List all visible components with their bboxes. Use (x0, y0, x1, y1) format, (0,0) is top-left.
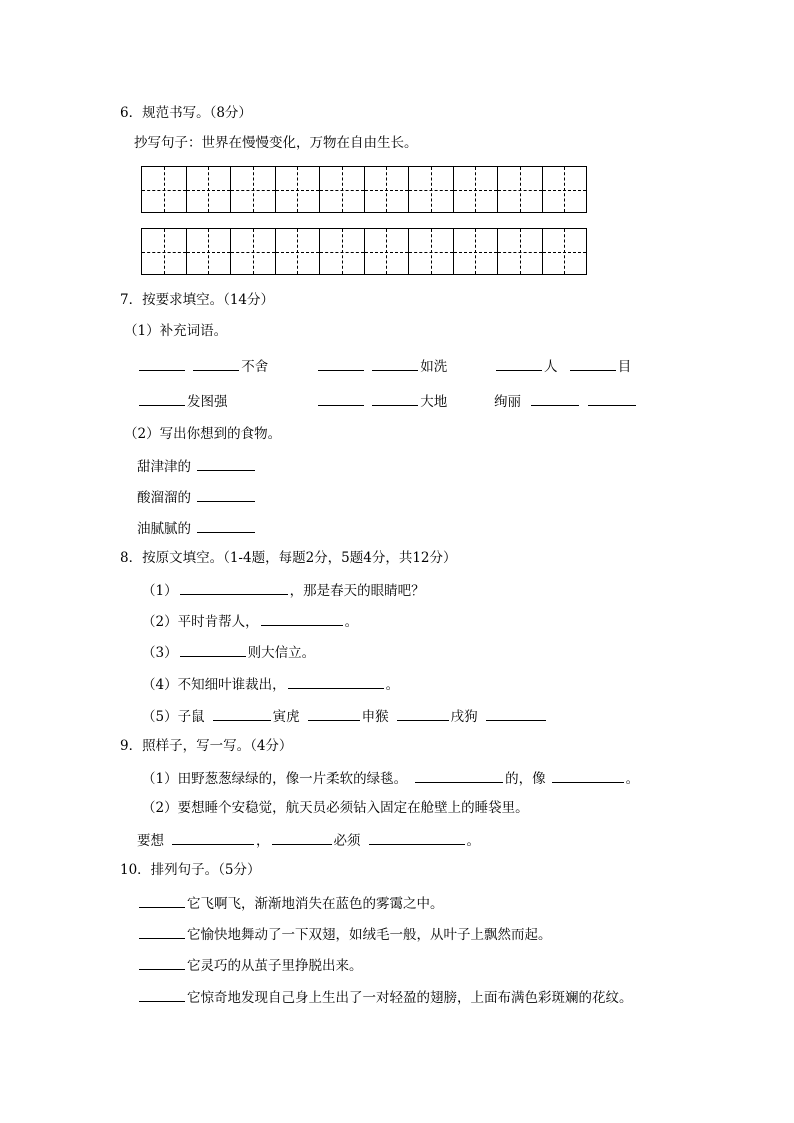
grid-cell[interactable] (454, 229, 499, 274)
grid-cell[interactable] (231, 167, 276, 212)
q6-title: 6．规范书写。（8分） (120, 105, 252, 121)
answer-blank[interactable] (318, 356, 364, 371)
q10-title: 10．排列句子。（5分） (120, 862, 261, 878)
answer-blank[interactable] (318, 391, 364, 406)
q7-part2: （2）写出你想到的食物。 (124, 426, 282, 442)
grid-cell[interactable] (365, 229, 410, 274)
answer-blank[interactable] (588, 391, 636, 406)
answer-blank[interactable] (552, 768, 624, 783)
answer-blank[interactable] (197, 456, 255, 471)
q8-item-5: （5）子鼠 寅虎 申猴 戌狗 (142, 706, 548, 726)
answer-blank[interactable] (288, 674, 384, 689)
answer-blank[interactable] (197, 518, 255, 533)
q7-title: 7．按要求填空。（14分） (120, 292, 275, 308)
answer-blank[interactable] (372, 391, 418, 406)
idiom-1 (137, 356, 268, 376)
q8-item-3: （3） 则大信立。 (142, 642, 315, 662)
order-blank[interactable] (139, 893, 185, 908)
sentence-2: 它愉快地舞动了一下双翅，如绒毛一般，从叶子上飘然而起。 (137, 924, 552, 944)
grid-cell[interactable] (276, 229, 321, 274)
answer-blank[interactable] (139, 391, 185, 406)
sentence-3: 它灵巧的从茧子里挣脱出来。 (137, 955, 363, 975)
answer-blank[interactable] (197, 487, 255, 502)
answer-blank[interactable] (308, 706, 360, 721)
grid-cell[interactable] (187, 229, 232, 274)
writing-grid-row-2[interactable] (141, 228, 587, 275)
idiom-4 (137, 391, 228, 411)
idiom-6 (494, 391, 638, 411)
grid-cell[interactable] (365, 167, 410, 212)
q7-part1: （1）补充词语。 (124, 323, 228, 339)
q9-item-1: （1）田野葱葱绿绿的，像一片柔软的绿毯。 的，像 。 (142, 768, 639, 788)
grid-cell[interactable] (409, 167, 454, 212)
grid-cell[interactable] (543, 167, 587, 212)
q8-item-2: （2）平时肯帮人， 。 (142, 611, 358, 631)
answer-blank[interactable] (139, 356, 185, 371)
idiom-2 (316, 356, 447, 376)
idiom-text: 人 (544, 359, 558, 375)
food-item-2: 酸溜溜的 (137, 487, 257, 507)
answer-blank[interactable] (180, 580, 288, 595)
answer-blank[interactable] (496, 356, 542, 371)
grid-cell[interactable] (498, 167, 543, 212)
grid-cell[interactable] (187, 167, 232, 212)
answer-blank[interactable] (415, 768, 503, 783)
grid-cell[interactable] (320, 167, 365, 212)
grid-cell[interactable] (409, 229, 454, 274)
q6-instruction: 抄写句子：世界在慢慢变化，万物在自由生长。 (134, 135, 418, 151)
grid-cell[interactable] (231, 229, 276, 274)
grid-cell[interactable] (142, 229, 187, 274)
idiom-text: 绚丽 (494, 394, 521, 410)
answer-blank[interactable] (213, 706, 271, 721)
q9-title: 9．照样子，写一写。（4分） (120, 738, 293, 754)
answer-blank[interactable] (180, 642, 246, 657)
q8-item-1: （1） ，那是春天的眼睛吧？ (142, 580, 425, 600)
sentence-1: 它飞啊飞，渐渐地消失在蓝色的雾霭之中。 (137, 893, 444, 913)
idiom-text: 如洗 (420, 359, 448, 375)
q9-item-2-answer: 要想 ， 必须 。 (137, 830, 480, 850)
idiom-text: 大地 (420, 394, 448, 410)
writing-grid-row-1[interactable] (141, 166, 587, 213)
answer-blank[interactable] (486, 706, 546, 721)
answer-blank[interactable] (261, 611, 343, 626)
answer-blank[interactable] (272, 830, 332, 845)
sentence-4: 它惊奇地发现自己身上生出了一对轻盈的翅膀，上面布满色彩斑斓的花纹。 (137, 987, 633, 1007)
q8-item-4: （4）不知细叶谁裁出， 。 (142, 674, 399, 694)
grid-cell[interactable] (454, 167, 499, 212)
answer-blank[interactable] (369, 830, 465, 845)
answer-blank[interactable] (193, 356, 239, 371)
grid-cell[interactable] (320, 229, 365, 274)
idiom-text: 发图强 (187, 394, 228, 410)
order-blank[interactable] (139, 924, 185, 939)
answer-blank[interactable] (570, 356, 616, 371)
idiom-text: 不舍 (241, 359, 269, 375)
q9-item-2: （2）要想睡个安稳觉，航天员必须钻入固定在舱壁上的睡袋里。 (142, 800, 529, 816)
answer-blank[interactable] (172, 830, 254, 845)
order-blank[interactable] (139, 955, 185, 970)
grid-cell[interactable] (276, 167, 321, 212)
grid-cell[interactable] (498, 229, 543, 274)
food-item-1: 甜津津的 (137, 456, 257, 476)
q8-title: 8．按原文填空。（1-4题，每题2分，5题4分，共12分） (120, 550, 457, 566)
answer-blank[interactable] (397, 706, 449, 721)
answer-blank[interactable] (372, 356, 418, 371)
idiom-text: 目 (617, 359, 632, 375)
idiom-3 (494, 356, 631, 376)
food-item-3: 油腻腻的 (137, 518, 257, 538)
order-blank[interactable] (139, 987, 185, 1002)
answer-blank[interactable] (531, 391, 579, 406)
idiom-5 (316, 391, 447, 411)
grid-cell[interactable] (543, 229, 587, 274)
grid-cell[interactable] (142, 167, 187, 212)
